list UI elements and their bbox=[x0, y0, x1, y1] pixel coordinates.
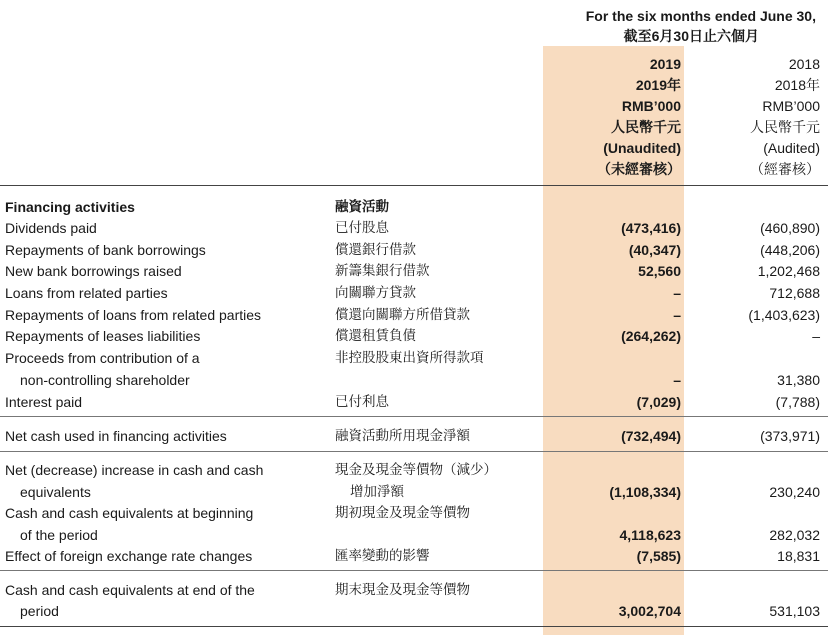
net-change-label-zh-line2: 增加淨額 bbox=[350, 484, 404, 500]
interest-label-zh: 已付利息 bbox=[335, 394, 389, 410]
fx-2019: (7,585) bbox=[636, 548, 681, 564]
financing-heading-zh: 融資活動 bbox=[335, 199, 389, 215]
loans-related-2019: – bbox=[673, 285, 681, 301]
end-2018: 531,103 bbox=[769, 603, 820, 619]
col2019-year-zh: 2019年 bbox=[635, 77, 681, 93]
col2018-unit: RMB’000 bbox=[762, 98, 820, 114]
new-bank-label: New bank borrowings raised bbox=[5, 263, 182, 279]
col2019-year: 2019 bbox=[649, 56, 681, 72]
col2018-year: 2018 bbox=[788, 56, 820, 72]
repay-loans-related-2019: – bbox=[673, 307, 681, 323]
fx-label-zh: 匯率變動的影響 bbox=[335, 548, 430, 564]
repay-loans-related-label: Repayments of loans from related parties bbox=[5, 307, 262, 323]
proceeds-label-line1: Proceeds from contribution of a bbox=[5, 350, 200, 366]
proceeds-2019: – bbox=[673, 372, 681, 388]
net-change-2019: (1,108,334) bbox=[609, 484, 681, 500]
repay-leases-2018: – bbox=[812, 328, 820, 344]
repay-bank-label: Repayments of bank borrowings bbox=[5, 242, 206, 258]
repay-leases-2019: (264,262) bbox=[621, 328, 681, 344]
net-change-label-line1: Net (decrease) increase in cash and cash bbox=[5, 462, 264, 478]
col2019-audit-zh: （未經審核） bbox=[597, 161, 681, 177]
repay-leases-label-zh: 償還租賃負債 bbox=[335, 328, 416, 344]
end-label-line2: period bbox=[20, 603, 59, 619]
col2018-audit-zh: （經審核） bbox=[750, 161, 820, 177]
col2018-year-zh: 2018年 bbox=[774, 77, 820, 93]
col2019-audit: (Unaudited) bbox=[603, 140, 681, 156]
divider-before-net-change bbox=[0, 451, 828, 452]
dividends-label: Dividends paid bbox=[5, 220, 97, 236]
dividends-2018: (460,890) bbox=[760, 220, 820, 236]
end-2019: 3,002,704 bbox=[618, 603, 681, 619]
repay-loans-related-2018: (1,403,623) bbox=[748, 307, 820, 323]
loans-related-2018: 712,688 bbox=[769, 285, 820, 301]
financing-heading: Financing activities bbox=[5, 199, 135, 215]
header-divider bbox=[0, 185, 828, 186]
loans-related-label-zh: 向關聯方貸款 bbox=[335, 285, 416, 301]
divider-before-net-financing bbox=[0, 416, 828, 417]
loans-related-label: Loans from related parties bbox=[5, 285, 168, 301]
proceeds-label-zh: 非控股股東出資所得款項 bbox=[335, 350, 484, 366]
repay-bank-label-zh: 償還銀行借款 bbox=[335, 242, 416, 258]
period-header-zh: 截至6月30日止六個月 bbox=[623, 28, 759, 44]
dividends-2019: (473,416) bbox=[621, 220, 681, 236]
net-change-label-zh-line1: 現金及現金等價物（減少） bbox=[335, 462, 497, 478]
period-header-en: For the six months ended June 30, bbox=[585, 8, 816, 24]
interest-label: Interest paid bbox=[5, 394, 83, 410]
interest-2018: (7,788) bbox=[775, 394, 820, 410]
fx-2018: 18,831 bbox=[777, 548, 820, 564]
dividends-label-zh: 已付股息 bbox=[335, 220, 389, 236]
divider-before-end bbox=[0, 570, 828, 571]
repay-bank-2018: (448,206) bbox=[760, 242, 820, 258]
proceeds-2018: 31,380 bbox=[777, 372, 820, 388]
interest-2019: (7,029) bbox=[636, 394, 681, 410]
begin-2019: 4,118,623 bbox=[619, 527, 681, 543]
net-financing-2019: (732,494) bbox=[621, 428, 681, 444]
new-bank-label-zh: 新籌集銀行借款 bbox=[335, 263, 430, 279]
col2018-unit-zh: 人民幣千元 bbox=[750, 119, 820, 135]
new-bank-2018: 1,202,468 bbox=[757, 263, 820, 279]
repay-loans-related-label-zh: 償還向關聯方所借貸款 bbox=[335, 307, 470, 323]
end-label-line1: Cash and cash equivalents at end of the bbox=[5, 582, 255, 598]
begin-label-line2: of the period bbox=[20, 527, 98, 543]
begin-2018: 282,032 bbox=[769, 527, 820, 543]
new-bank-2019: 52,560 bbox=[638, 263, 681, 279]
col2019-unit: RMB’000 bbox=[621, 98, 681, 114]
repay-leases-label: Repayments of leases liabilities bbox=[5, 328, 201, 344]
bottom-rule bbox=[0, 626, 828, 627]
net-financing-label: Net cash used in financing activities bbox=[5, 428, 227, 444]
net-financing-2018: (373,971) bbox=[760, 428, 820, 444]
net-financing-label-zh: 融資活動所用現金淨額 bbox=[335, 428, 470, 444]
net-change-2018: 230,240 bbox=[769, 484, 820, 500]
fx-label: Effect of foreign exchange rate changes bbox=[5, 548, 253, 564]
begin-label-line1: Cash and cash equivalents at beginning bbox=[5, 505, 254, 521]
repay-bank-2019: (40,347) bbox=[628, 242, 681, 258]
begin-label-zh: 期初現金及現金等價物 bbox=[335, 505, 470, 521]
col2018-audit: (Audited) bbox=[763, 140, 820, 156]
col2019-unit-zh: 人民幣千元 bbox=[611, 119, 681, 135]
end-label-zh: 期末現金及現金等價物 bbox=[335, 582, 470, 598]
net-change-label-line2: equivalents bbox=[20, 484, 91, 500]
proceeds-label-line2: non-controlling shareholder bbox=[20, 372, 190, 388]
